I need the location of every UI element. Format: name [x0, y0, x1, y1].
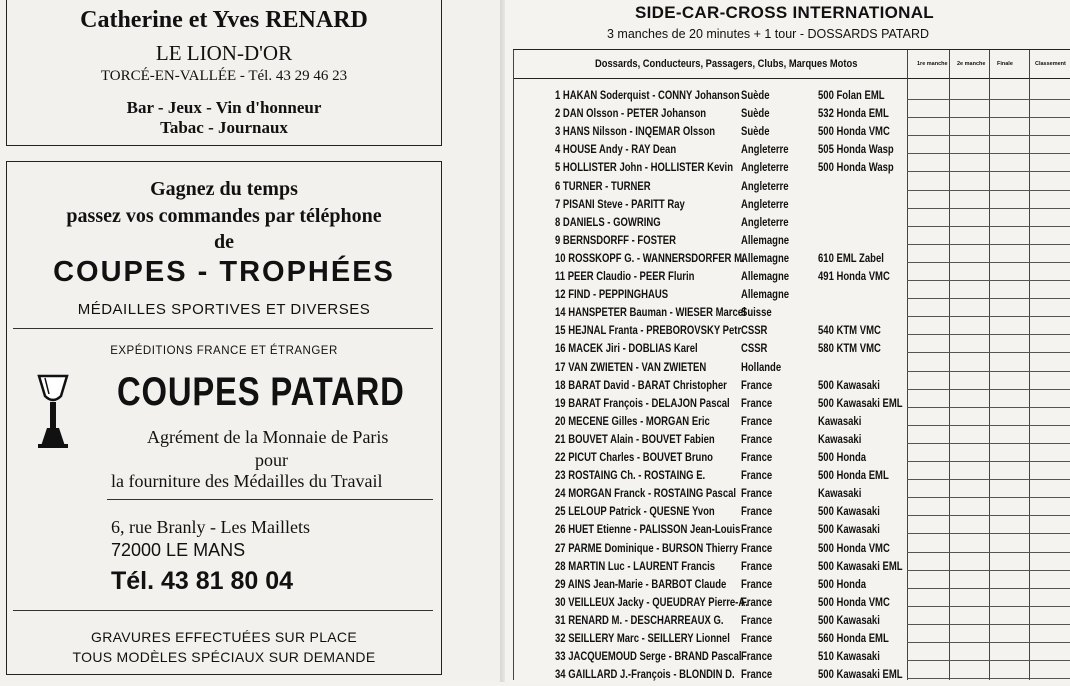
table-row: [505, 379, 1070, 397]
score-row-line: [907, 624, 1070, 625]
table-row: [505, 650, 1070, 668]
entry-country: France: [741, 469, 773, 483]
medailles-text: MÉDAILLES SPORTIVES ET DIVERSES: [77, 301, 371, 318]
score-row-line: [907, 407, 1070, 408]
entry-name: 26 HUET Etienne - PALISSON Jean-Louis: [555, 523, 741, 537]
entry-name: 23 ROSTAING Ch. - ROSTAING E.: [555, 469, 706, 483]
coupes-patard-logo-text: COUPES PATARD: [117, 370, 405, 414]
divider: [513, 78, 1070, 79]
entry-motorcycle: 560 Honda EML: [818, 632, 889, 645]
table-row: [505, 505, 1070, 523]
entry-country: France: [741, 396, 773, 410]
entry-country: CSSR: [741, 342, 768, 356]
entry-country: Allemagne: [741, 288, 790, 302]
entry-name: 34 GAILLARD J.-François - BLONDIN D.: [555, 668, 735, 682]
renard-advert: [6, 0, 442, 146]
street-address: 6, rue Branly - Les Maillets: [111, 517, 310, 537]
entry-country: France: [741, 541, 773, 555]
entry-country: France: [741, 378, 773, 392]
entry-name: 8 DANIELS - GOWRING: [555, 215, 661, 229]
entry-motorcycle: 500 Honda VMC: [818, 125, 890, 139]
entry-name: 9 BERNSDORFF - FOSTER: [555, 233, 676, 247]
entry-country: Allemagne: [741, 251, 790, 265]
entry-country: France: [741, 523, 773, 537]
entry-country: France: [741, 595, 773, 609]
score-row-line: [907, 99, 1070, 100]
score-row-line: [907, 660, 1070, 661]
column-header: Finale: [997, 61, 1013, 67]
entry-motorcycle: 500 Kawasaki: [818, 613, 880, 627]
entry-motorcycle: 610 EML Zabel: [818, 251, 884, 265]
score-row-line: [907, 606, 1070, 607]
table-row: [505, 89, 1070, 107]
score-row-line: [907, 678, 1070, 679]
entry-country: France: [741, 650, 773, 664]
table-row: [505, 143, 1070, 161]
divider: [513, 49, 1070, 50]
entry-motorcycle: 500 Honda VMC: [818, 595, 890, 609]
entry-country: France: [741, 487, 773, 501]
phone-number: Tél. 43 81 80 04: [111, 567, 294, 595]
score-row-line: [907, 461, 1070, 462]
advert-services: Bar - Jeux - Vin d'honneur: [126, 98, 322, 117]
entry-name: 15 HEJNAL Franta - PREBOROVSKY Petr: [555, 324, 742, 338]
score-row-line: [907, 117, 1070, 118]
advert-line-2: passez vos commandes par téléphone: [66, 205, 382, 227]
entry-name: 14 HANSPETER Bauman - WIESER Marcel: [555, 306, 746, 320]
entry-country: France: [741, 613, 773, 627]
entry-motorcycle: 500 Honda VMC: [818, 541, 890, 555]
score-row-line: [907, 298, 1070, 299]
entry-country: Hollande: [741, 360, 782, 374]
entry-country: Suisse: [741, 306, 772, 320]
score-row-line: [907, 316, 1070, 317]
entry-name: 21 BOUVET Alain - BOUVET Fabien: [555, 432, 715, 446]
score-row-line: [907, 352, 1070, 353]
table-row: [505, 596, 1070, 614]
entry-country: France: [741, 668, 773, 682]
score-row-line: [907, 371, 1070, 372]
table-row: [505, 578, 1070, 596]
entry-name: 10 ROSSKOPF G. - WANNERSDORFER M.: [555, 251, 745, 265]
entry-motorcycle: 500 Honda Wasp: [818, 161, 894, 175]
table-row: [505, 361, 1070, 379]
entry-motorcycle: 500 Honda EML: [818, 469, 889, 483]
entry-country: Angleterre: [741, 215, 789, 229]
entry-name: 29 AINS Jean-Marie - BARBOT Claude: [555, 577, 727, 591]
page-subtitle: 3 manches de 20 minutes + 1 tour - DOSSARDS PATARD: [607, 27, 930, 41]
table-row: [505, 342, 1070, 360]
score-row-line: [907, 135, 1070, 136]
entry-country: France: [741, 414, 773, 428]
entry-name: 31 RENARD M. - DESCHARREAUX G.: [555, 613, 724, 627]
entry-country: France: [741, 632, 773, 645]
entry-motorcycle: 500 Folan EML: [818, 89, 885, 102]
entry-country: Angleterre: [741, 161, 789, 175]
table-row: [505, 198, 1070, 216]
table-row: [505, 415, 1070, 433]
score-row-line: [907, 570, 1070, 571]
entry-name: 4 HOUSE Andy - RAY Dean: [555, 143, 677, 157]
score-row-line: [907, 262, 1070, 263]
entry-name: 7 PISANI Steve - PARITT Ray: [555, 197, 685, 211]
score-row-line: [907, 244, 1070, 245]
entry-name: 17 VAN ZWIETEN - VAN ZWIETEN: [555, 360, 707, 374]
score-row-line: [907, 153, 1070, 154]
score-row-line: [907, 226, 1070, 227]
trophy-icon: [35, 374, 71, 450]
entry-name: 27 PARME Dominique - BURSON Thierry: [555, 541, 739, 555]
entry-name: 25 LELOUP Patrick - QUESNE Yvon: [555, 505, 715, 519]
score-row-line: [907, 443, 1070, 444]
entry-motorcycle: 491 Honda VMC: [818, 270, 890, 283]
entry-name: 32 SEILLERY Marc - SEILLERY Lionnel: [555, 632, 730, 645]
table-row: [505, 397, 1070, 415]
right-page: [505, 0, 1070, 682]
pour-text: pour: [255, 450, 288, 470]
table-row: [505, 451, 1070, 469]
entry-country: France: [741, 505, 773, 519]
table-row: [505, 270, 1070, 288]
agrement-text: Agrément de la Monnaie de Paris: [147, 427, 389, 447]
entry-motorcycle: 500 Kawasaki EML: [818, 559, 903, 573]
entry-name: 28 MARTIN Luc - LAURENT Francis: [555, 559, 716, 573]
entry-country: Suède: [741, 89, 770, 102]
advert-name: Catherine et Yves RENARD: [80, 7, 368, 33]
entry-country: Angleterre: [741, 143, 789, 157]
score-row-line: [907, 588, 1070, 589]
entry-name: 6 TURNER - TURNER: [555, 179, 651, 193]
score-row-line: [907, 208, 1070, 209]
table-row: [505, 632, 1070, 650]
score-row-line: [907, 280, 1070, 281]
divider: [13, 610, 433, 611]
table-row: [505, 252, 1070, 270]
entry-country: Angleterre: [741, 179, 789, 193]
entry-motorcycle: Kawasaki: [818, 432, 862, 446]
column-header: Classement: [1035, 61, 1066, 67]
column-header: 1re manche: [917, 61, 948, 67]
table-row: [505, 125, 1070, 143]
table-row: [505, 433, 1070, 451]
entry-motorcycle: Kawasaki: [818, 414, 862, 428]
entry-country: Suède: [741, 107, 770, 121]
divider: [107, 499, 433, 500]
advert-address: TORCÉ-EN-VALLÉE - Tél. 43 29 46 23: [100, 68, 348, 84]
table-row: [505, 487, 1070, 505]
entry-name: 30 VEILLEUX Jacky - QUEUDRAY Pierre-A.: [555, 595, 748, 609]
score-row-line: [907, 552, 1070, 553]
entry-country: Allemagne: [741, 270, 790, 283]
page-title: SIDE-CAR-CROSS INTERNATIONAL: [635, 3, 934, 22]
entry-country: Suède: [741, 125, 770, 139]
city-address: 72000 LE MANS: [111, 540, 246, 560]
patard-advert: [6, 161, 442, 675]
table-row: [505, 542, 1070, 560]
entry-country: France: [741, 577, 773, 591]
entry-motorcycle: 500 Kawasaki: [818, 505, 880, 519]
entry-name: 11 PEER Claudio - PEER Flurin: [555, 270, 695, 283]
entry-country: CSSR: [741, 324, 768, 338]
gravures-text: GRAVURES EFFECTUÉES SUR PLACE: [91, 629, 357, 645]
score-row-line: [907, 389, 1070, 390]
table-row: [505, 180, 1070, 198]
entry-country: France: [741, 432, 773, 446]
score-row-line: [907, 642, 1070, 643]
divider: [13, 328, 433, 329]
entry-name: 20 MECENE Gilles - MORGAN Eric: [555, 414, 710, 428]
entry-name: 19 BARAT François - DELAJON Pascal: [555, 396, 730, 410]
entry-motorcycle: 500 Honda: [818, 451, 867, 464]
entry-motorcycle: 500 Kawasaki: [818, 523, 880, 537]
entry-motorcycle: 540 KTM VMC: [818, 324, 881, 338]
entry-motorcycle: 580 KTM VMC: [818, 342, 881, 356]
column-header: 2e manche: [957, 61, 986, 67]
entry-name: 16 MACEK Jiri - DOBLIAS Karel: [555, 342, 698, 356]
entry-motorcycle: 500 Kawasaki: [818, 378, 880, 392]
table-row: [505, 107, 1070, 125]
coupes-trophees-heading: COUPES - TROPHÉES: [53, 256, 395, 288]
left-page: [0, 0, 505, 682]
entry-country: Allemagne: [741, 233, 790, 247]
table-row: [505, 560, 1070, 578]
entry-country: France: [741, 559, 773, 573]
entry-country: France: [741, 451, 773, 464]
table-row: [505, 216, 1070, 234]
entry-motorcycle: Kawasaki: [818, 487, 862, 501]
entry-name: 18 BARAT David - BARAT Christopher: [555, 378, 727, 392]
advert-place: LE LION-D'OR: [155, 41, 293, 65]
table-row: [505, 324, 1070, 342]
advert-line-1: Gagnez du temps: [150, 178, 298, 200]
score-row-line: [907, 515, 1070, 516]
advert-line-3: de: [214, 231, 234, 253]
table-row: [505, 306, 1070, 324]
entry-name: 5 HOLLISTER John - HOLLISTER Kevin: [555, 161, 734, 175]
score-row-line: [907, 171, 1070, 172]
entry-motorcycle: 510 Kawasaki: [818, 650, 880, 664]
score-row-line: [907, 334, 1070, 335]
fourniture-text: la fourniture des Médailles du Travail: [111, 471, 383, 491]
entry-motorcycle: 500 Kawasaki EML: [818, 668, 903, 682]
entry-name: 1 HAKAN Soderquist - CONNY Johanson: [555, 89, 740, 102]
modeles-text: TOUS MODÈLES SPÉCIAUX SUR DEMANDE: [72, 649, 376, 665]
table-row: [505, 469, 1070, 487]
entry-name: 2 DAN Olsson - PETER Johanson: [555, 107, 707, 121]
table-row: [505, 614, 1070, 632]
score-row-line: [907, 533, 1070, 534]
entry-motorcycle: 505 Honda Wasp: [818, 143, 894, 157]
score-row-line: [907, 190, 1070, 191]
entry-name: 22 PICUT Charles - BOUVET Bruno: [555, 451, 713, 464]
entry-motorcycle: 532 Honda EML: [818, 107, 889, 121]
entry-name: 3 HANS Nilsson - INQEMAR Olsson: [555, 125, 716, 139]
score-row-line: [907, 425, 1070, 426]
entry-motorcycle: 500 Kawasaki EML: [818, 396, 903, 410]
expeditions-text: EXPÉDITIONS FRANCE ET ÉTRANGER: [110, 345, 338, 357]
table-row: [505, 234, 1070, 252]
table-row: [505, 668, 1070, 686]
table-row: [505, 288, 1070, 306]
entry-motorcycle: 500 Honda: [818, 577, 867, 591]
entry-name: 12 FIND - PEPPINGHAUS: [555, 288, 669, 302]
score-row-line: [907, 497, 1070, 498]
entry-name: 24 MORGAN Franck - ROSTAING Pascal: [555, 487, 737, 501]
table-row: [505, 523, 1070, 541]
table-row: [505, 161, 1070, 179]
advert-services-2: Tabac - Journaux: [160, 118, 288, 137]
entry-country: Angleterre: [741, 197, 789, 211]
table-header: Dossards, Conducteurs, Passagers, Clubs, Marques Motos: [595, 58, 858, 70]
entry-name: 33 JACQUEMOUD Serge - BRAND Pascal: [555, 650, 742, 664]
score-row-line: [907, 479, 1070, 480]
